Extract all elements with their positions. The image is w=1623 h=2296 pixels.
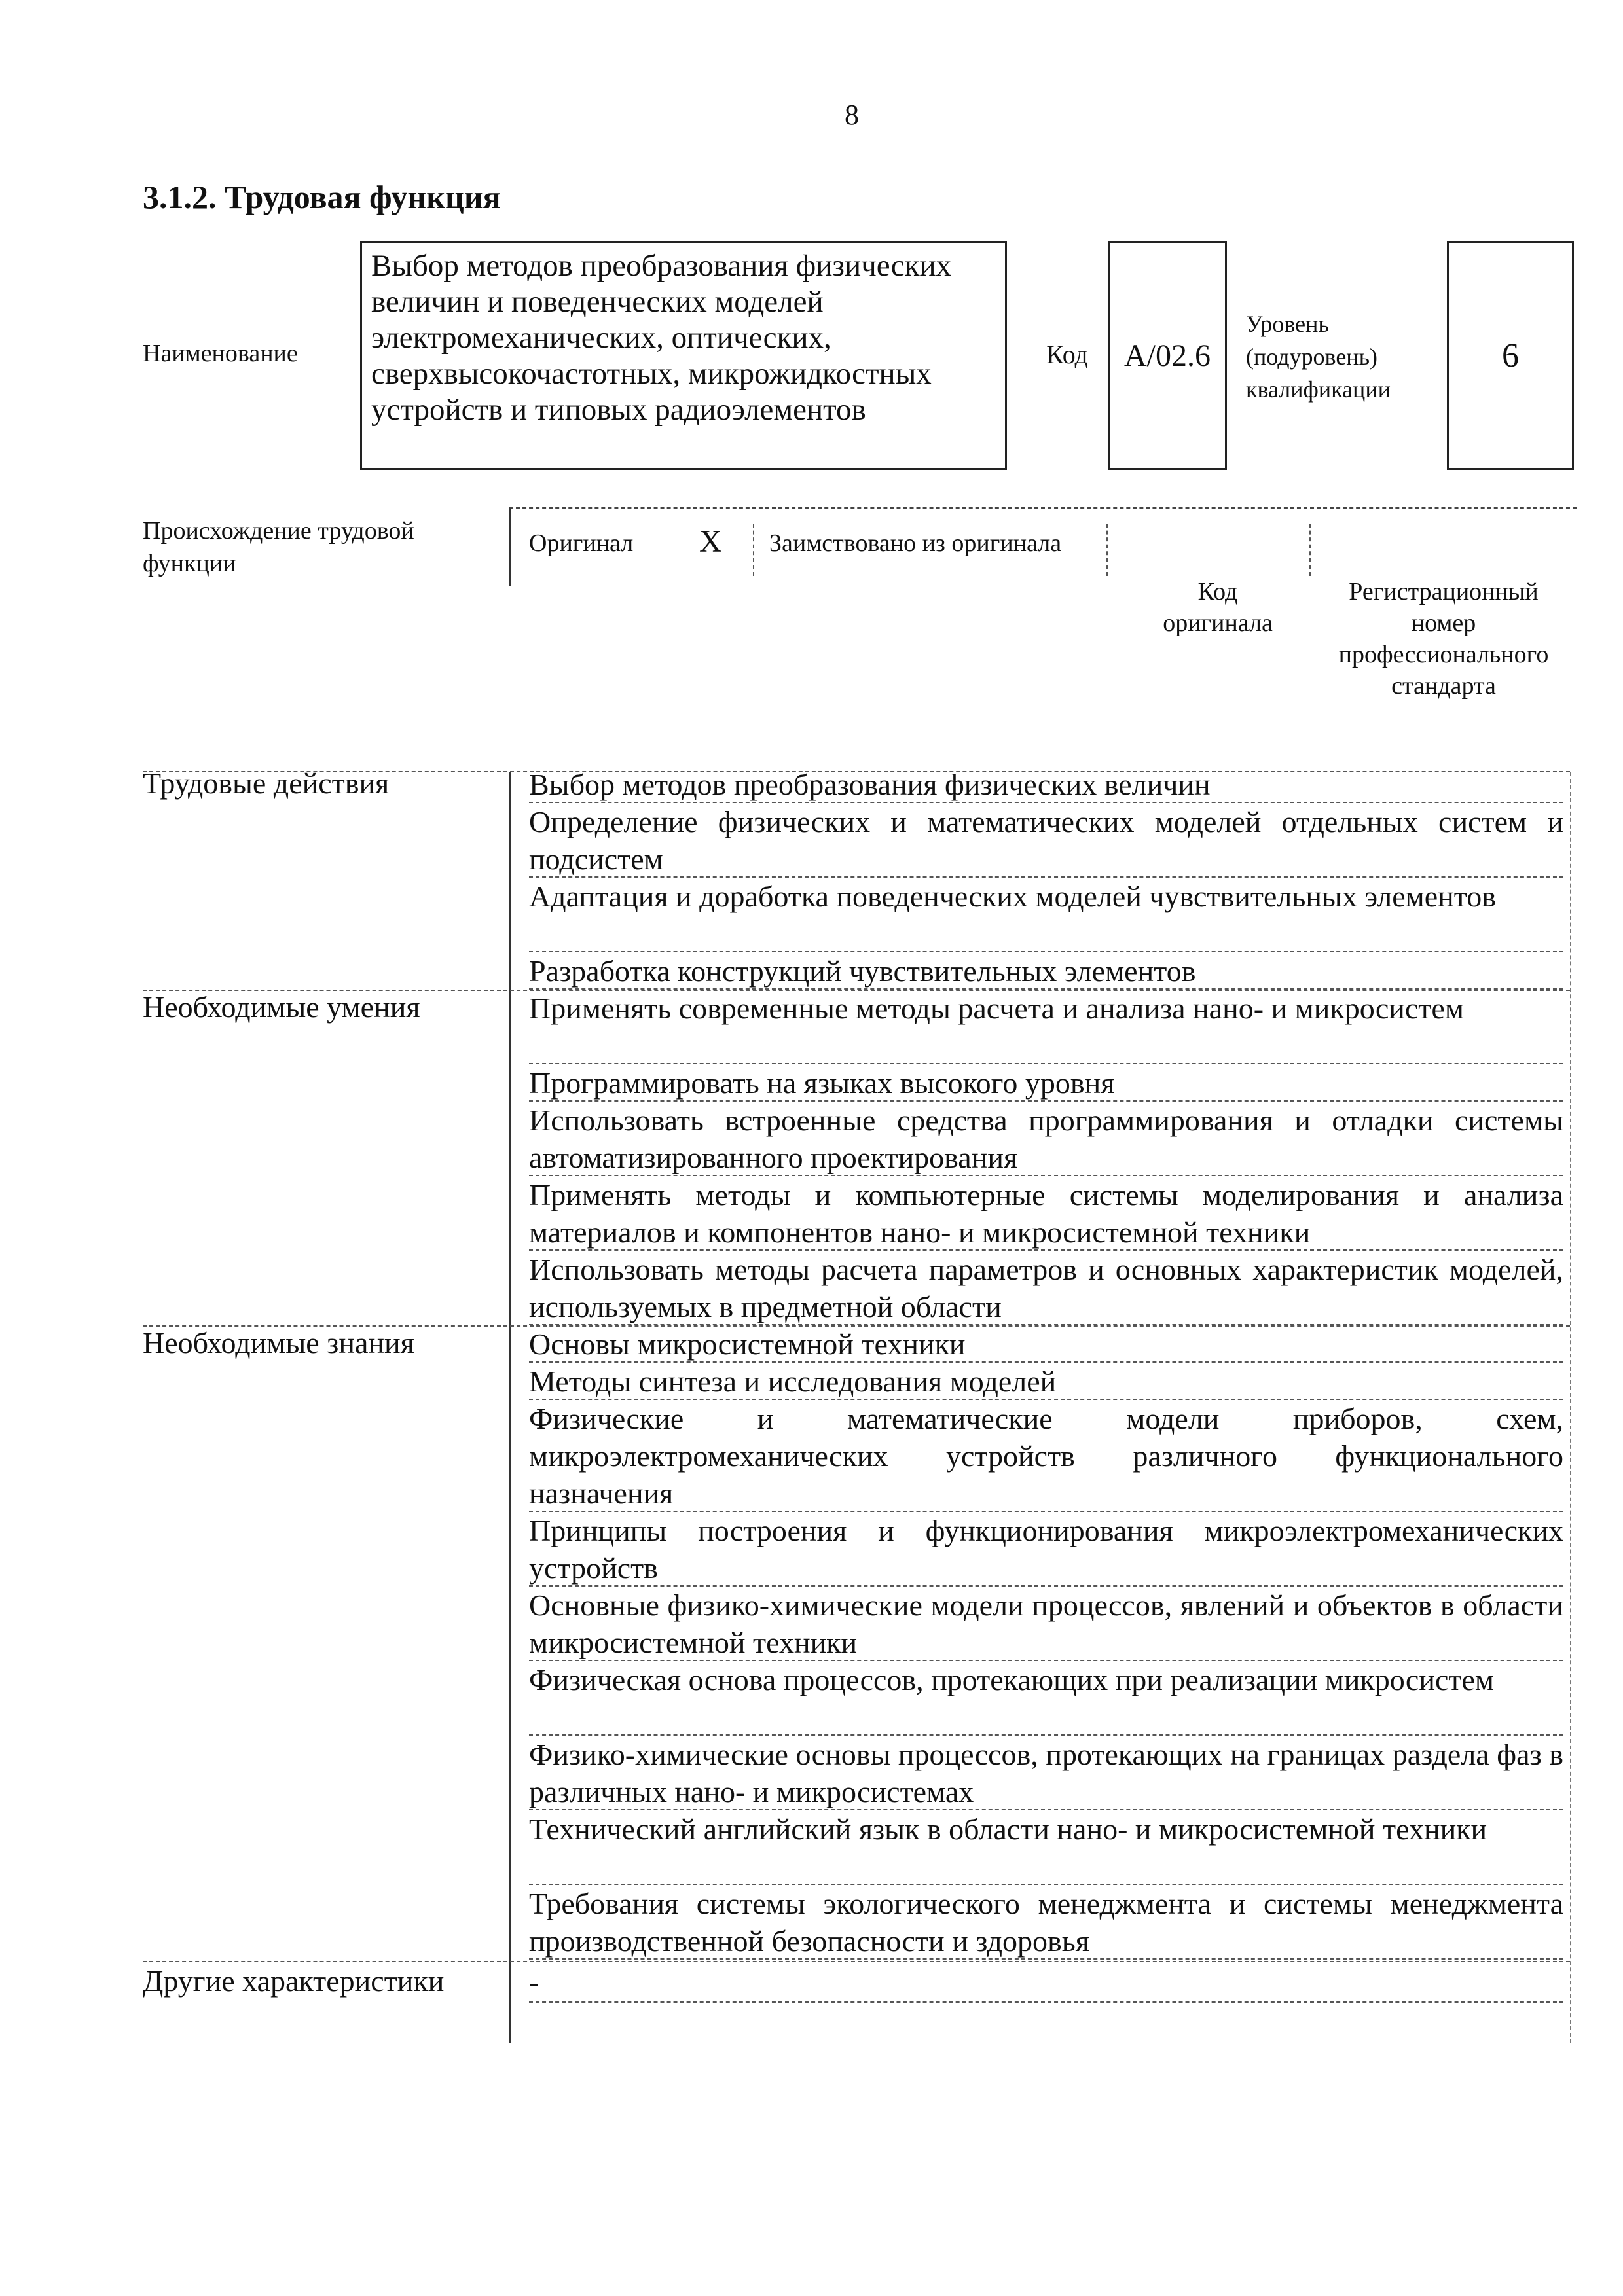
origin-code-caption-line-2: оригинала xyxy=(1163,609,1273,637)
skill-item: Использовать методы расчета параметров и основных характеристик моделей, используемых в предметной области xyxy=(529,1251,1563,1325)
origin-divider xyxy=(753,524,754,576)
origin-label xyxy=(143,514,414,580)
skills-label: Необходимые умения xyxy=(143,990,420,1024)
other-value: - xyxy=(529,1964,1563,2003)
origin-reg-caption-line-2: номер xyxy=(1411,609,1476,637)
other-label: Другие характеристики xyxy=(143,1964,445,1998)
skill-item: Использовать встроенные средства программирования и отладки системы автоматизированного проектирования xyxy=(529,1102,1563,1176)
table-column-divider xyxy=(509,772,511,2043)
skill-item: Применять методы и компьютерные системы моделирования и анализа материалов и компонентов нано- и микросистемной техники xyxy=(529,1176,1563,1251)
name-label: Наименование xyxy=(143,340,298,367)
knowledge-item: Технический английский язык в области нано- и микросистемной техники xyxy=(529,1810,1563,1885)
level-label-line-2: (подуровень) xyxy=(1246,344,1377,370)
level-value-box: 6 xyxy=(1447,241,1574,470)
action-item: Выбор методов преобразования физических величин xyxy=(529,766,1563,803)
origin-code-caption xyxy=(1139,576,1296,639)
origin-reg-caption-line-1: Регистрационный xyxy=(1349,578,1539,605)
skill-item: Применять современные методы расчета и анализа нано- и микросистем xyxy=(529,990,1563,1064)
page-number: 8 xyxy=(845,99,859,131)
knowledge-item: Основные физико-химические модели процессов, явлений и объектов в области микросистемной техники xyxy=(529,1587,1563,1661)
action-item: Определение физических и математических моделей отдельных систем и подсистем xyxy=(529,803,1563,878)
level-label xyxy=(1246,308,1391,406)
knowledge-item: Требования системы экологического менеджмента и системы менеджмента производственной безопасности и здоровья xyxy=(529,1885,1563,1960)
function-name-box: Выбор методов преобразования физических величин и поведенческих моделей электромеханических, оптических, сверхвысокочастотных, микрожидкостных устройств и типовых радиоэлементов xyxy=(360,241,1007,470)
action-item: Адаптация и доработка поведенческих моделей чувствительных элементов xyxy=(529,878,1563,952)
origin-code-caption-line-1: Код xyxy=(1197,578,1238,605)
knowledge-item: Основы микросистемной техники xyxy=(529,1325,1563,1363)
action-item: Разработка конструкций чувствительных элементов xyxy=(529,952,1563,990)
code-value-box: A/02.6 xyxy=(1108,241,1227,470)
table-right-border xyxy=(1570,772,1571,2043)
knowledge-item: Физические и математические модели приборов, схем, микроэлектромеханических устройств различного функционального назначения xyxy=(529,1400,1563,1512)
origin-divider xyxy=(1309,524,1311,576)
origin-label-line-2: функции xyxy=(143,550,236,577)
origin-mark: X xyxy=(699,524,722,559)
level-label-line-3: квалификации xyxy=(1246,376,1391,403)
knowledge-item: Физико-химические основы процессов, протекающих на границах раздела фаз в различных нано- и микросистемах xyxy=(529,1736,1563,1810)
actions-label: Трудовые действия xyxy=(143,766,390,800)
origin-reg-caption-line-3: профессионального xyxy=(1338,641,1549,668)
knowledge-item: Методы синтеза и исследования моделей xyxy=(529,1363,1563,1400)
code-label: Код xyxy=(1046,340,1088,369)
origin-label-line-1: Происхождение трудовой xyxy=(143,517,414,545)
origin-divider xyxy=(1106,524,1108,576)
origin-reg-caption xyxy=(1322,576,1565,702)
origin-original: Оригинал xyxy=(529,529,634,557)
origin-borrowed: Заимствовано из оригинала xyxy=(769,529,1062,557)
table-group-divider xyxy=(143,1961,1570,1962)
knowledge-item: Принципы построения и функционирования микроэлектромеханических устройств xyxy=(529,1512,1563,1587)
skill-item: Программировать на языках высокого уровня xyxy=(529,1064,1563,1102)
knowledge-item: Физическая основа процессов, протекающих при реализации микросистем xyxy=(529,1661,1563,1736)
section-title: 3.1.2. Трудовая функция xyxy=(143,179,501,215)
origin-reg-caption-line-4: стандарта xyxy=(1391,672,1496,700)
knowledge-label: Необходимые знания xyxy=(143,1326,414,1359)
level-label-line-1: Уровень xyxy=(1246,311,1329,337)
